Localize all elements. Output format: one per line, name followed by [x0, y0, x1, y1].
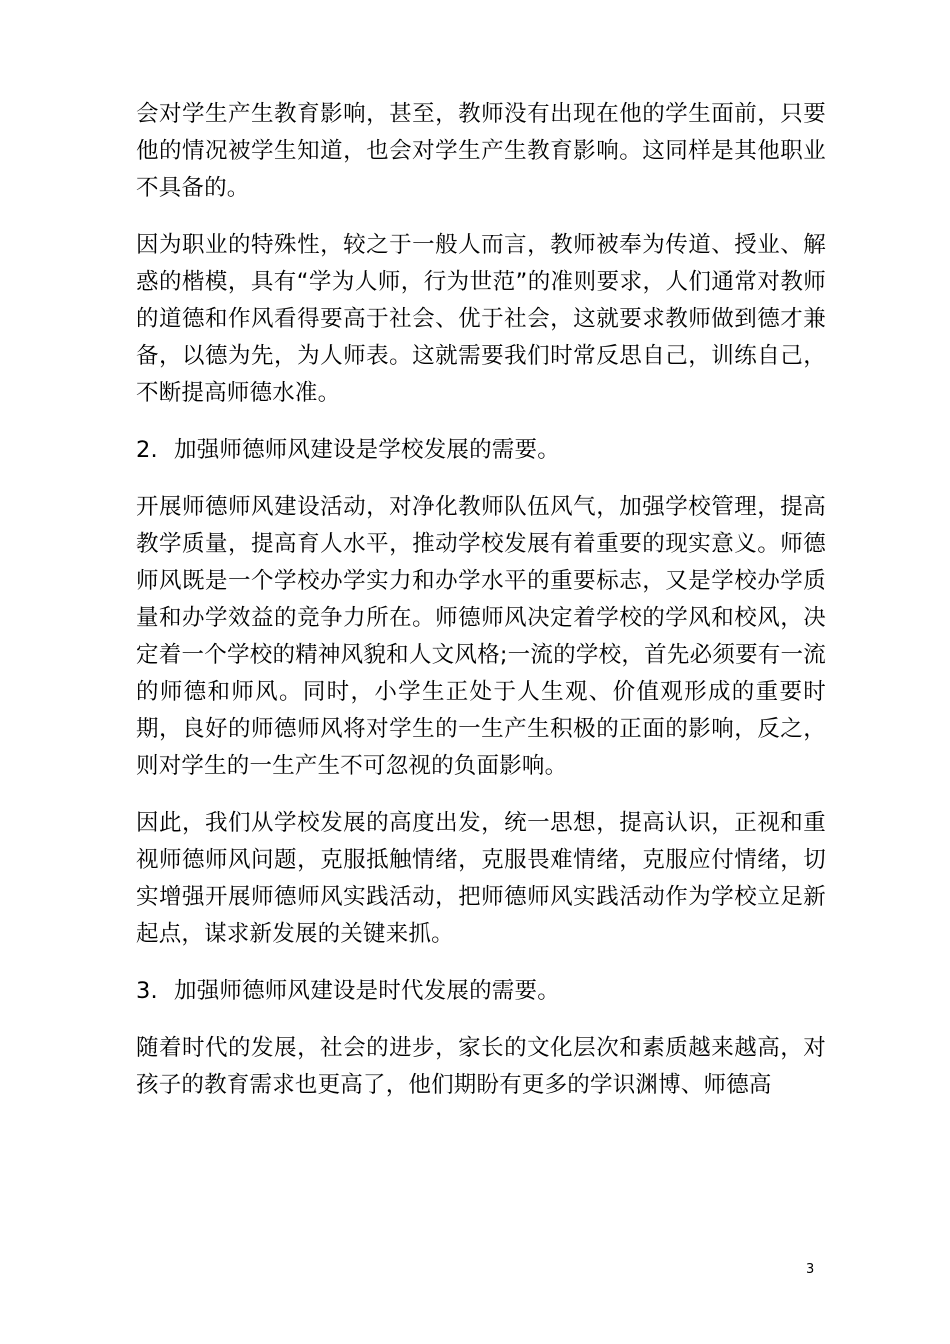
paragraph: 会对学生产生教育影响，甚至，教师没有出现在他的学生面前，只要他的情况被学生知道，也会对学生产生教育影响。这同样是其他职业不具备的。 — [136, 101, 826, 201]
section-number: 3. — [136, 978, 158, 1004]
paragraph: 因此，我们从学校发展的高度出发，统一思想，提高认识，正视和重视师德师风问题，克服抵触情绪，克服畏难情绪，克服应付情绪，切实增强开展师德师风实践活动，把师德师风实践活动作为学校立足新起点，谋求新发展的关键来抓。 — [136, 810, 826, 947]
section-heading-text: 加强师德师风建设是学校发展的需要。 — [174, 437, 560, 463]
section-heading — [136, 432, 826, 469]
document-body — [136, 96, 826, 1124]
paragraph: 因为职业的特殊性，较之于一般人而言，教师被奉为传道、授业、解惑的楷模，具有“学为人师，行为世范”的准则要求，人们通常对教师的道德和作风看得要高于社会、优于社会，这就要求教师做到德才兼备，以德为先，为人师表。这就需要我们时常反思自己，训练自己，不断提高师德水准。 — [136, 232, 826, 406]
section-heading-text: 加强师德师风建设是时代发展的需要。 — [174, 978, 560, 1004]
paragraph: 随着时代的发展，社会的进步，家长的文化层次和素质越来越高，对孩子的教育需求也更高了，他们期盼有更多的学识渊博、师德高 — [136, 1035, 826, 1098]
section-heading — [136, 973, 826, 1010]
section-number: 2. — [136, 437, 158, 463]
page-number: 3 — [806, 1262, 815, 1277]
paragraph: 开展师德师风建设活动，对净化教师队伍风气，加强学校管理，提高教学质量，提高育人水平，推动学校发展有着重要的现实意义。师德师风既是一个学校办学实力和办学水平的重要标志，又是学校办学质量和办学效益的竞争力所在。师德师风决定着学校的学风和校风，决定着一个学校的精神风貌和人文风格;一流的学校，首先必须要有一流的师德和师风。同时，小学生正处于人生观、价值观形成的重要时期，良好的师德师风将对学生的一生产生积极的正面的影响，反之，则对学生的一生产生不可忽视的负面影响。 — [136, 494, 826, 779]
